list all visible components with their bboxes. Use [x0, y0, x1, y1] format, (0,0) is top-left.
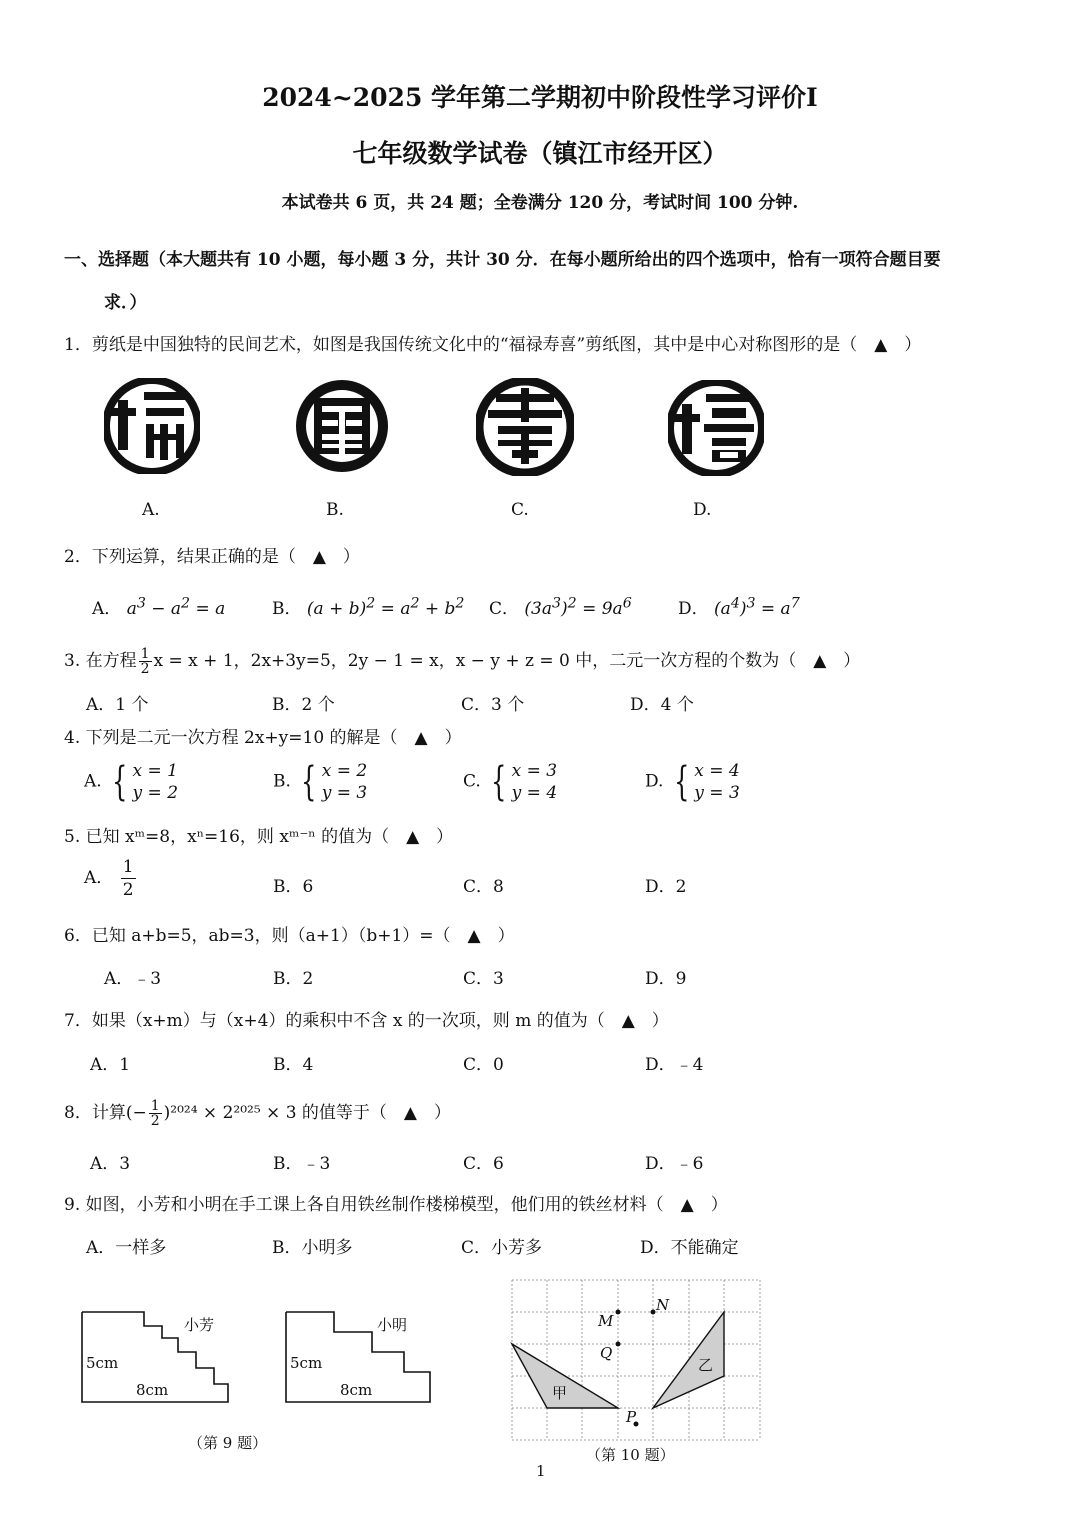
triangle-label-yi: 乙: [698, 1356, 714, 1374]
stair-height-label-left: 5cm: [86, 1354, 119, 1372]
q8-option-d[interactable]: D．﹣6: [645, 1154, 704, 1174]
q1-option-b[interactable]: B.: [326, 500, 344, 520]
q9-option-d[interactable]: D．不能确定: [640, 1238, 739, 1258]
q7-option-a[interactable]: A．1: [90, 1055, 131, 1075]
point-label-m: M: [598, 1312, 614, 1330]
question-8-stem: 8．计算(− $\frac{1}{2}$ )²⁰²⁴ × 2²⁰²⁵ × 3 的值等于（ ▲ ）: [64, 1098, 451, 1129]
stair-height-label-right: 5cm: [290, 1354, 323, 1372]
q4-option-d[interactable]: D. { x = 4 y = 3: [645, 759, 740, 805]
q7-option-b[interactable]: B．4: [273, 1055, 314, 1075]
q8-option-c[interactable]: C．6: [463, 1154, 504, 1174]
question-6-stem: 6．已知 a+b=5，ab=3，则（a+1）（b+1）=（ ▲ ）: [64, 926, 515, 946]
q6-option-b[interactable]: B．2: [273, 969, 314, 989]
q8-option-a[interactable]: A．3: [90, 1154, 131, 1174]
papercut-fu-icon: [104, 378, 200, 474]
question-1-stem: 1．剪纸是中国独特的民间艺术，如图是我国传统文化中的“福禄寿喜”剪纸图，其中是中心对称图形的是（ ▲ ）: [64, 335, 922, 355]
question-5-stem: 5. 已知 xᵐ=8，xⁿ=16，则 xᵐ⁻ⁿ 的值为（ ▲ ）: [64, 827, 454, 847]
q4-option-a[interactable]: A. { x = 1 y = 2: [84, 759, 179, 805]
triangle-label-jia: 甲: [552, 1384, 568, 1402]
q8-option-b[interactable]: B．﹣3: [273, 1154, 331, 1174]
exam-subtitle: 七年级数学试卷（镇江市经开区）: [352, 139, 728, 168]
papercut-xi-icon: [668, 380, 764, 476]
q5-fraction: $\frac{1}{2}$: [122, 857, 134, 900]
q2-option-b[interactable]: [272, 594, 464, 619]
q6-option-d[interactable]: D．9: [645, 969, 687, 989]
q3-option-c[interactable]: C．3 个: [461, 695, 525, 715]
q9-option-c[interactable]: C．小芳多: [461, 1238, 543, 1258]
q2-option-c-label: C．: [489, 599, 520, 619]
question-2-stem: 2．下列运算，结果正确的是（ ▲ ）: [64, 547, 360, 567]
question-9-stem: 9. 如图，小芳和小明在手工课上各自用铁丝制作楼梯模型，他们用的铁丝材料（ ▲ ）: [64, 1195, 728, 1215]
q4-option-c[interactable]: C. { x = 3 y = 4: [463, 759, 558, 805]
stair-label-xiaofang: 小芳: [184, 1316, 215, 1334]
papercut-lu-icon: [294, 378, 390, 474]
q2-option-b-expr: $(a + b)^2 = a^2 + b^2$: [306, 595, 465, 619]
q9-option-a[interactable]: A．一样多: [86, 1238, 167, 1258]
q1-option-a[interactable]: A.: [142, 500, 160, 520]
stair-width-label-right: 8cm: [340, 1381, 373, 1399]
q2-option-a[interactable]: [92, 594, 225, 619]
section-heading-cont: 求．）: [104, 293, 147, 313]
q2-option-c-expr: $(3a^3)^2 = 9a^6$: [524, 595, 632, 619]
q5-option-d[interactable]: D．2: [645, 877, 687, 897]
q5-option-b[interactable]: B．6: [273, 877, 314, 897]
stair-width-label-left: 8cm: [136, 1381, 169, 1399]
q9-option-b[interactable]: B．小明多: [272, 1238, 353, 1258]
stair-label-xiaoming: 小明: [377, 1316, 408, 1334]
q5-option-c[interactable]: C．8: [463, 877, 504, 897]
q6-option-a[interactable]: A．﹣3: [104, 969, 162, 989]
exam-title: 2024~2025 学年第二学期初中阶段性学习评价Ⅰ: [262, 83, 818, 112]
exam-info: 本试卷共 6 页，共 24 题；全卷满分 120 分，考试时间 100 分钟.: [281, 193, 799, 213]
papercut-shou-icon: [476, 378, 574, 476]
q5-option-a[interactable]: A． $\frac{1}{2}$: [84, 857, 134, 900]
q2-option-a-label: A．: [92, 599, 122, 619]
q2-option-a-expr: $a^3 - a^2 = a$: [126, 595, 226, 619]
q8-fraction: $\frac{1}{2}$: [150, 1098, 160, 1129]
q3-option-b[interactable]: B．2 个: [272, 695, 335, 715]
q3-fraction: $\frac{1}{2}$: [140, 646, 150, 677]
figure-10-caption: （第 10 题）: [586, 1446, 675, 1464]
q3-option-d[interactable]: D．4 个: [630, 695, 694, 715]
q2-option-d-label: D．: [678, 599, 709, 619]
q1-option-d[interactable]: D.: [693, 500, 712, 520]
q3-option-a[interactable]: A．1 个: [86, 695, 149, 715]
point-label-n: N: [656, 1296, 670, 1314]
q7-option-c[interactable]: C．0: [463, 1055, 504, 1075]
question-7-stem: 7．如果（x+m）与（x+4）的乘积中不含 x 的一次项，则 m 的值为（ ▲ ）: [64, 1011, 669, 1031]
q2-option-d-expr: $(a^4)^3 = a^7$: [714, 595, 800, 619]
section-heading: 一、选择题（本大题共有 10 小题，每小题 3 分，共计 30 分．在每小题所给出的四个选项中，恰有一项符合题目要: [64, 250, 941, 270]
q2-option-c[interactable]: [489, 594, 632, 619]
page-number: 1: [536, 1462, 546, 1480]
question-4-stem: 4. 下列是二元一次方程 2x+y=10 的解是（ ▲ ）: [64, 728, 462, 748]
point-label-q: Q: [600, 1344, 613, 1362]
q6-option-c[interactable]: C．3: [463, 969, 504, 989]
q7-option-d[interactable]: D．﹣4: [645, 1055, 704, 1075]
question-3-stem: 3. 在方程 $\frac{1}{2}$ x = x + 1，2x+3y=5，2y − 1 = x，x − y + z = 0 中，二元一次方程的个数为（ ▲ ）: [64, 646, 861, 677]
q2-option-b-label: B．: [272, 599, 302, 619]
q2-option-d[interactable]: [678, 594, 800, 619]
point-label-p: P: [626, 1408, 637, 1426]
q4-option-b[interactable]: B. { x = 2 y = 3: [273, 759, 368, 805]
q1-option-c[interactable]: C.: [511, 500, 529, 520]
figure-9-caption: （第 9 题）: [188, 1434, 268, 1452]
